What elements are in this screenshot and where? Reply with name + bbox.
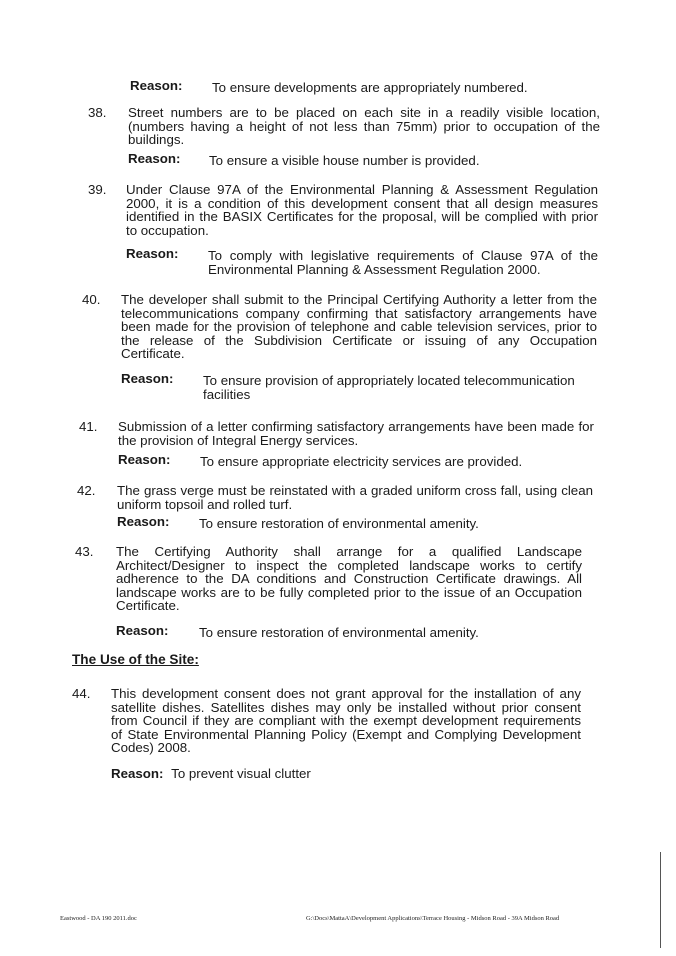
- reason-text: To prevent visual clutter: [171, 766, 311, 781]
- condition-number: 40.: [82, 292, 101, 307]
- margin-line: [660, 852, 661, 948]
- footer-filename: Eastwood - DA 190 2011.doc: [60, 915, 137, 922]
- reason-row: [111, 767, 311, 781]
- reason-row: [121, 371, 575, 402]
- condition-text: The Certifying Authority shall arrange for a qualified Landscape Architect/Designer to inspect the completed landscape works to certify adherence to the DA conditions and Construction Certificate drawings. All landscape works are to be fully completed prior to the issue of an Occupation Certificate.: [116, 544, 582, 614]
- reason-text: To ensure appropriate electricity services are provided.: [200, 454, 523, 469]
- condition-number: 41.: [79, 419, 98, 434]
- reason-text: To comply with legislative requirements of Clause 97A of the Environmental Planning & Assessment Regulation 2000.: [208, 248, 598, 277]
- reason-row: [117, 514, 479, 531]
- condition-text: The developer shall submit to the Principal Certifying Authority a letter from the telecommunications company confirming that satisfactory arrangements have been made for the provision of telephone and cable television services, prior to the release of the Subdivision Certificate or issuing of any Occupation Certificate.: [121, 292, 597, 362]
- condition-number: 44.: [72, 686, 91, 701]
- footer-path: G:\Docs\MattaA\Development Applications\Terrace Housing - Midson Road - 39A Midson Road: [306, 915, 560, 922]
- reason-label: Reason:: [130, 78, 183, 93]
- condition-text: Under Clause 97A of the Environmental Planning & Assessment Regulation 2000, it is a condition of this development consent that all design measures identified in the BASIX Certificates for the proposal, will be complied with prior to occupation.: [126, 182, 598, 238]
- condition-number: 39.: [88, 182, 107, 197]
- reason-row: [130, 78, 528, 95]
- reason-label: Reason:: [116, 623, 169, 638]
- reason-label: Reason:: [117, 514, 170, 529]
- reason-text: To ensure restoration of environmental amenity.: [199, 625, 479, 640]
- reason-text: To ensure provision of appropriately located telecommunication facilities: [203, 373, 575, 402]
- condition-text: Submission of a letter confirming satisfactory arrangements have been made for the provision of Integral Energy services.: [118, 419, 594, 448]
- reason-label: Reason:: [118, 452, 171, 467]
- section-heading: The Use of the Site:: [72, 652, 199, 667]
- condition-text: This development consent does not grant approval for the installation of any satellite dishes. Satellites dishes may only be installed without prior consent from Council if they are compliant with the exempt development requirements of State Environmental Planning Policy (Exempt and Complying Development Codes) 2008.: [111, 686, 581, 756]
- reason-label: Reason:: [111, 766, 164, 781]
- condition-number: 42.: [77, 483, 96, 498]
- reason-row: [118, 452, 523, 469]
- condition-number: 43.: [75, 544, 94, 559]
- reason-row: [116, 623, 479, 640]
- reason-row: [128, 151, 480, 168]
- reason-row: [126, 246, 598, 277]
- reason-label: Reason:: [121, 371, 174, 386]
- reason-label: Reason:: [126, 246, 179, 261]
- reason-text: To ensure restoration of environmental amenity.: [199, 516, 479, 531]
- condition-text: The grass verge must be reinstated with a graded uniform cross fall, using clean uniform topsoil and rolled turf.: [117, 483, 593, 512]
- condition-text: Street numbers are to be placed on each site in a readily visible location, (numbers having a height of not less than 75mm) prior to occupation of the buildings.: [128, 105, 600, 148]
- condition-number: 38.: [88, 105, 107, 120]
- reason-text: To ensure a visible house number is provided.: [209, 153, 480, 168]
- reason-text: To ensure developments are appropriately numbered.: [212, 80, 528, 95]
- reason-label: Reason:: [128, 151, 181, 166]
